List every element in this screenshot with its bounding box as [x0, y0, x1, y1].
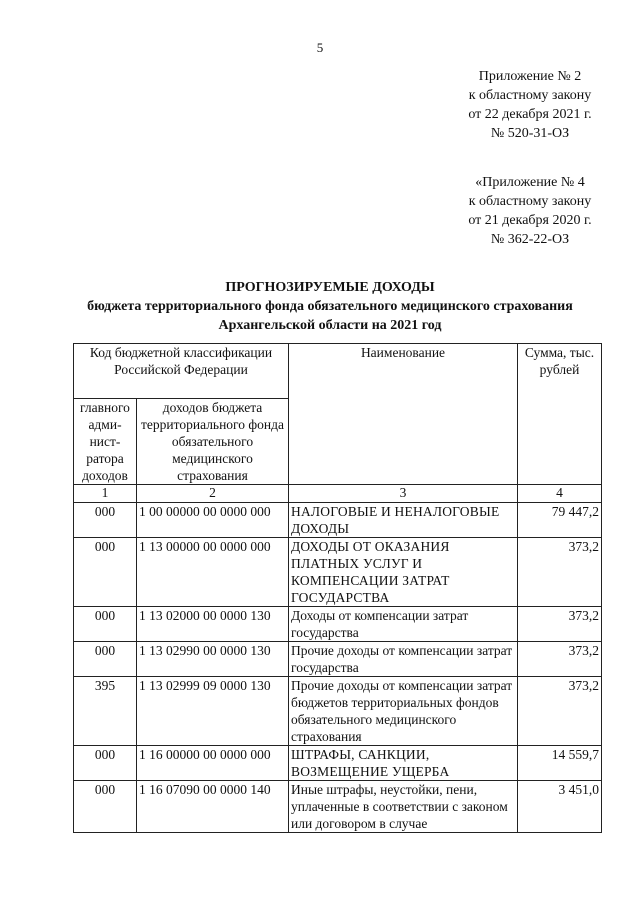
cell-name: Прочие доходы от компенсации затрат бюджетов территориальных фондов обязательного медицинского страхования: [289, 677, 518, 746]
cell-name: Доходы от компенсации затрат государства: [289, 607, 518, 642]
header-name: Наименование: [289, 344, 518, 485]
cell-sum: 79 447,2: [518, 503, 602, 538]
cell-admin: 395: [74, 677, 137, 746]
appendix-current-date: от 22 декабря 2021 г.: [468, 107, 592, 122]
title-line-1: ПРОГНОЗИРУЕМЫЕ ДОХОДЫ: [225, 280, 435, 295]
column-number: 3: [289, 485, 518, 503]
appendix-previous-number: № 362-22-ОЗ: [490, 232, 570, 247]
table-row: [74, 538, 602, 607]
cell-admin: 000: [74, 781, 137, 833]
cell-name: НАЛОГОВЫЕ И НЕНАЛОГОВЫЕ ДОХОДЫ: [289, 503, 518, 538]
appendix-previous-date: от 21 декабря 2020 г.: [468, 213, 592, 228]
cell-admin: 000: [74, 746, 137, 781]
cell-sum: 3 451,0: [518, 781, 602, 833]
cell-sum: 14 559,7: [518, 746, 602, 781]
appendix-previous-title: «Приложение № 4: [475, 175, 585, 190]
cell-admin: 000: [74, 503, 137, 538]
table-row: [74, 607, 602, 642]
cell-sum: 373,2: [518, 677, 602, 746]
column-numbers-row: [74, 485, 602, 503]
column-number: 4: [518, 485, 602, 503]
appendix-previous: [440, 173, 620, 249]
table-row: [74, 677, 602, 746]
header-sum: Сумма, тыс. рублей: [518, 344, 602, 485]
title-line-2: бюджета территориального фонда обязательного медицинского страхования: [87, 299, 573, 314]
page-number: 5: [316, 40, 324, 55]
cell-admin: 000: [74, 642, 137, 677]
cell-admin: 000: [74, 538, 137, 607]
cell-name: ДОХОДЫ ОТ ОКАЗАНИЯ ПЛАТНЫХ УСЛУГ И КОМПЕНСАЦИИ ЗАТРАТ ГОСУДАРСТВА: [289, 538, 518, 607]
table-row: [74, 781, 602, 833]
cell-code: 1 13 02999 09 0000 130: [137, 677, 289, 746]
table-row: [74, 642, 602, 677]
column-number: 2: [137, 485, 289, 503]
column-number: 1: [74, 485, 137, 503]
appendix-previous-law: к областному закону: [468, 194, 592, 209]
title-line-3: Архангельской области на 2021 год: [218, 318, 442, 333]
cell-sum: 373,2: [518, 642, 602, 677]
appendix-current: [440, 67, 620, 143]
appendix-current-title: Приложение № 2: [478, 69, 582, 84]
cell-code: 1 00 00000 00 0000 000: [137, 503, 289, 538]
cell-sum: 373,2: [518, 538, 602, 607]
document-title: [40, 278, 620, 335]
cell-code: 1 13 02000 00 0000 130: [137, 607, 289, 642]
header-income-code: доходов бюджета территориального фонда обязательного медицинского страхования: [137, 399, 289, 485]
cell-code: 1 13 00000 00 0000 000: [137, 538, 289, 607]
cell-name: Иные штрафы, неустойки, пени, уплаченные в соответствии с законом или договором в случае: [289, 781, 518, 833]
cell-name: ШТРАФЫ, САНКЦИИ, ВОЗМЕЩЕНИЕ УЩЕРБА: [289, 746, 518, 781]
cell-admin: 000: [74, 607, 137, 642]
cell-code: 1 16 07090 00 0000 140: [137, 781, 289, 833]
table-row: [74, 746, 602, 781]
cell-code: 1 13 02990 00 0000 130: [137, 642, 289, 677]
appendix-current-law: к областному закону: [468, 88, 592, 103]
header-admin: главного адми-нист-ратора доходов: [74, 399, 137, 485]
cell-name: Прочие доходы от компенсации затрат государства: [289, 642, 518, 677]
income-table: [73, 343, 602, 833]
table-row: [74, 503, 602, 538]
cell-sum: 373,2: [518, 607, 602, 642]
cell-code: 1 16 00000 00 0000 000: [137, 746, 289, 781]
appendix-current-number: № 520-31-ОЗ: [490, 126, 570, 141]
header-code-group: Код бюджетной классификации Российской Федерации: [74, 344, 289, 399]
